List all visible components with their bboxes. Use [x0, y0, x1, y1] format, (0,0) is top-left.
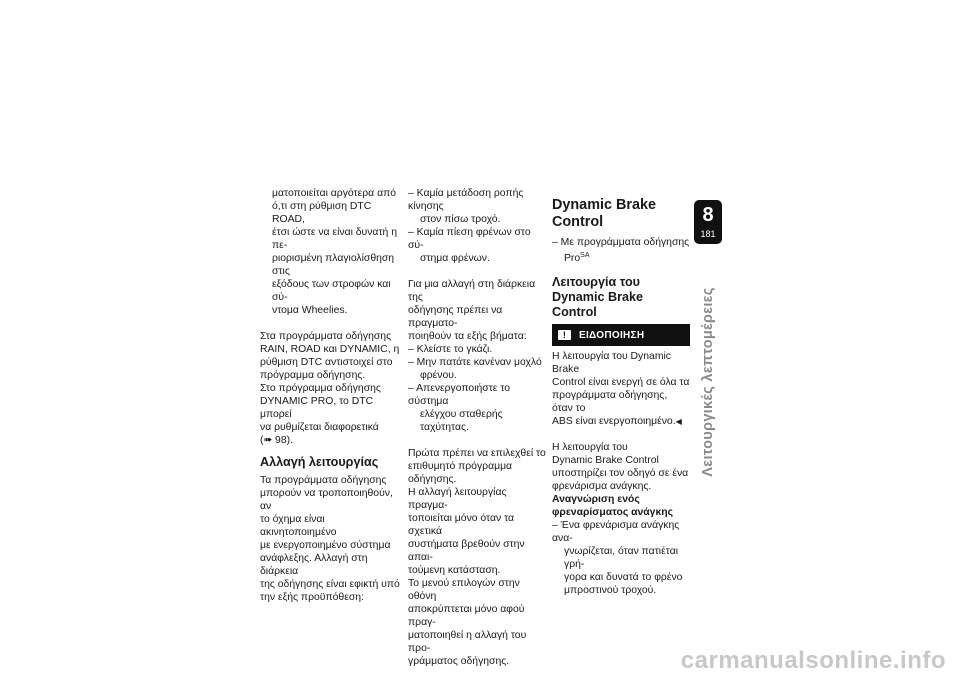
- column-3: [552, 197, 690, 597]
- text-line: Για μια αλλαγή στη διάρκεια της: [408, 279, 536, 303]
- text-line: ABS είναι ενεργοποιημένο.◀: [552, 416, 682, 427]
- text-line: ριορισμένη πλαγιολίσθηση στις: [272, 253, 395, 277]
- text-line: συστήματα βρεθούν στην απαι-: [408, 539, 525, 563]
- text-line: γράμματος οδήγησης.: [408, 656, 510, 667]
- text-line: – Με προγράμματα οδήγησης: [552, 237, 690, 248]
- text-line: ντομα Wheelies.: [272, 305, 348, 316]
- subheading: φρεναρίσματος ανάγκης: [552, 507, 673, 518]
- text-line: εξόδους των στροφών και σύ-: [272, 279, 391, 303]
- page-number: 181: [700, 229, 716, 239]
- chapter-number: 8: [702, 204, 714, 226]
- text-line: RAIN, ROAD και DYNAMIC, η: [260, 344, 400, 355]
- text-line: Στα προγράμματα οδήγησης: [260, 331, 392, 342]
- column-1: [260, 187, 400, 604]
- text-line: Το μενού επιλογών στην οθόνη: [408, 578, 520, 602]
- text-line: το όχημα είναι ακινητοποιημένο: [260, 514, 337, 538]
- text-line: επιθυμητό πρόγραμμα οδήγησης.: [408, 461, 513, 485]
- paragraph: [260, 382, 400, 447]
- list-item: [408, 356, 548, 382]
- text-line: την εξής προϋπόθεση:: [260, 592, 364, 603]
- section-heading: Αλλαγή λειτουργίας: [260, 455, 379, 469]
- text-line: Η λειτουργία του: [552, 442, 628, 453]
- list-item: [408, 343, 548, 356]
- text-line: Τα προγράμματα οδήγησης: [260, 475, 387, 486]
- page-reference[interactable]: (➠ 98).: [260, 435, 293, 446]
- text-line: – Μην πατάτε κανέναν μοχλό: [408, 357, 542, 368]
- warning-banner: [552, 324, 690, 346]
- text-line: της οδήγησης είναι εφικτή υπό: [260, 579, 400, 590]
- text-line: ματοποιείται αργότερα από: [272, 188, 397, 199]
- text-line: στον πίσω τροχό.: [420, 214, 501, 225]
- list-item: [552, 519, 690, 597]
- text-line: πρόγραμμα οδήγησης.: [260, 370, 366, 381]
- option-name: Pro: [564, 253, 581, 264]
- paragraph: [408, 278, 548, 343]
- text-line: ανάφλεξης. Αλλαγή στη διάρκεια: [260, 553, 368, 577]
- watermark: carmanualsonline.info: [680, 647, 946, 674]
- text-line: οδήγησης πρέπει να πραγματο-: [408, 305, 503, 329]
- text-line: Στο πρόγραμμα οδήγησης: [260, 383, 381, 394]
- text-line: αποκρύπτεται μόνο αφού πραγ-: [408, 604, 525, 628]
- paragraph: [260, 474, 400, 604]
- text-line: μπορούν να τροποποιηθούν, αν: [260, 488, 393, 512]
- text-line: ό,τι στη ρύθμιση DTC ROAD,: [272, 201, 372, 225]
- column-2: [408, 187, 548, 668]
- section-heading: Dynamic Brake Control: [552, 290, 644, 319]
- text-line: ποιηθούν τα εξής βήματα:: [408, 331, 527, 342]
- section-heading: Λειτουργία του: [552, 275, 640, 289]
- paragraph: [552, 441, 690, 493]
- text-line: DYNAMIC PRO, το DTC μπορεί: [260, 396, 374, 420]
- text-line: τούμενη κατάσταση.: [408, 565, 501, 576]
- list-item: [408, 382, 548, 434]
- text-line: ματοποιηθεί η αλλαγή του προ-: [408, 630, 527, 654]
- paragraph: [408, 447, 548, 577]
- text-line: Dynamic Brake Control: [552, 455, 659, 466]
- text-line: – Κλείστε το γκάζι.: [408, 344, 493, 355]
- text-line: – Ένα φρενάρισμα ανάγκης ανα-: [552, 520, 680, 544]
- text-line: προγράμματα οδήγησης, όταν το: [552, 390, 668, 414]
- text-line: ελέγχου σταθερής ταχύτητας.: [420, 409, 503, 433]
- text-line: Control είναι ενεργή σε όλα τα: [552, 377, 690, 388]
- chapter-side-title: Λειτουργικές λεπτομέρειες: [700, 287, 716, 477]
- text-line: – Απενεργοποιήστε το σύστημα: [408, 383, 511, 407]
- text-line: να ρυθμίζεται διαφορετικά: [260, 422, 379, 433]
- warning-book-icon: !: [558, 329, 573, 341]
- paragraph: [552, 350, 690, 428]
- text-line: [552, 249, 690, 265]
- paragraph: [408, 577, 548, 668]
- special-accessory-mark: SA: [580, 252, 590, 259]
- text-line: τοποιείται μόνο όταν τα σχετικά: [408, 513, 515, 537]
- text-line: φρενάρισμα ανάγκης.: [552, 481, 652, 492]
- list-item: [552, 236, 690, 265]
- text-line: – Καμία πίεση φρένων στο σύ-: [408, 227, 531, 251]
- text-line: – Καμία μετάδοση ροπής κίνησης: [408, 188, 524, 212]
- end-marker-icon: ◀: [675, 417, 682, 426]
- chapter-tab: [694, 200, 722, 244]
- text-line: μπροστινού τροχού.: [564, 585, 657, 596]
- text-line: γορα και δυνατά το φρένο: [564, 572, 683, 583]
- warning-label: ΕΙΔΟΠΟΙΗΣΗ: [579, 329, 645, 341]
- list-item: [408, 187, 548, 226]
- paragraph: [260, 330, 400, 382]
- text-line: γνωρίζεται, όταν πατιέται γρή-: [564, 546, 679, 570]
- list-item: [408, 226, 548, 265]
- text-line: Η αλλαγή λειτουργίας πραγμα-: [408, 487, 507, 511]
- text-line: έτσι ώστε να είναι δυνατή η πε-: [272, 227, 397, 251]
- text-line: υποστηρίζει τον οδηγό σε ένα: [552, 468, 689, 479]
- text-line: Πρώτα πρέπει να επιλεχθεί το: [408, 448, 546, 459]
- text-line: ρύθμιση DTC αντιστοιχεί στο: [260, 357, 393, 368]
- text-line: φρένου.: [420, 370, 457, 381]
- subheading: Αναγνώριση ενός: [552, 494, 640, 505]
- text-line: με ενεργοποιημένο σύστημα: [260, 540, 391, 551]
- text-line: Η λειτουργία του Dynamic Brake: [552, 351, 671, 375]
- section-title: Dynamic Brake Control: [552, 197, 656, 230]
- continued-paragraph: [260, 187, 400, 317]
- text-line: στημα φρένων.: [420, 253, 490, 264]
